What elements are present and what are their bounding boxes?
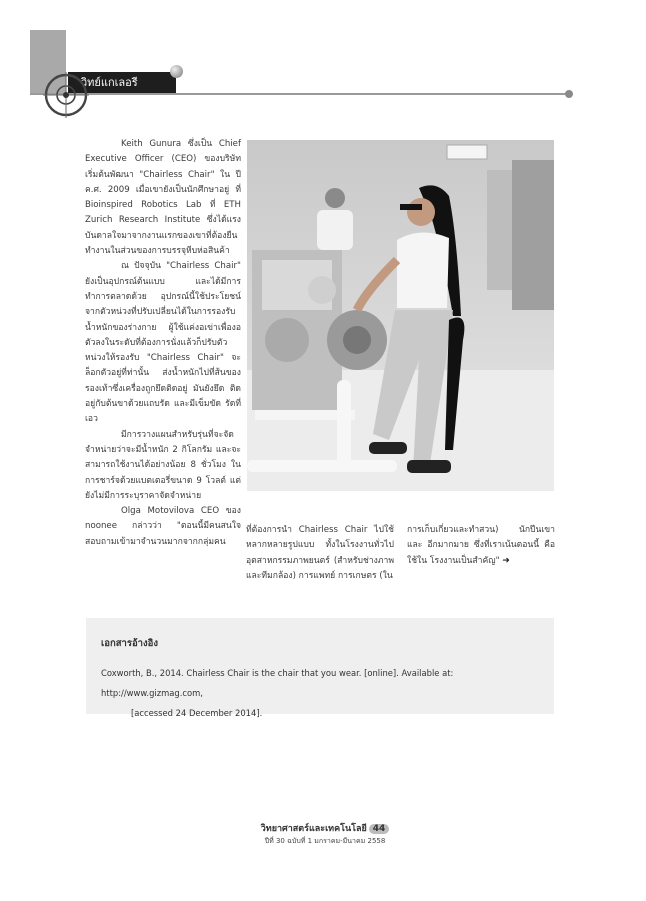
section-title: วิทย์แกเลอรี: [81, 76, 138, 89]
reference-line-1: Coxworth, B., 2014. Chairless Chair is the chair that you wear. [online]. Available at: http://www.gizmag.com,: [101, 668, 454, 698]
target-crosshair-icon: [43, 72, 89, 118]
paragraph-col2: ที่ต้องการนำ Chairless Chair ไปใช้ หลากหลายรูปแบบ ทั้งในโรงงานทั่วไป อุตสาหกรรมภาพยนตร์ (สำหรับช่างภาพ และทีมกล้อง) การแพทย์ การเกษตร (ใน: [246, 525, 394, 581]
paragraph-col3-text: การเก็บเกี่ยวและทำสวน) นักปีนเขา และ อีกมากมาย ซึ่งที่เราเน้นตอนนี้ คือ ใช้ใน โรงงานเป็นสำคัญ": [407, 525, 555, 566]
footer-magazine: [250, 821, 400, 835]
paragraph-col3: [407, 523, 555, 569]
reference-entry: [101, 663, 549, 723]
paragraph-2: ณ ปัจจุบัน "Chairless Chair" ยังเป็นอุปกรณ์ต้นแบบ และได้มีการ ทำการตลาดด้วย อุปกรณ์นี้ใช้ประโยชน์ จากตัวหน่วงที่ปรับเปลี่ยนได้ในการรองรับ น้ำหนักของร่างกาย ผู้ใช้แค่งอเข่าเพื่องอ ตัวลงในระดับที่ต้องการนั่งแล้วก็ปรับตัว หน่วงให้รองรับ "Chairless Chair" จะ ล็อกตัวอยู่ที่ท่านั้น ส่งน้ำหนักไปที่ส้นของ รองเท้าซึ่งเครื่องถูกยึดติดอยู่ มันยังยึด ติดอยู่กับต้นขาด้วยแถบรัด และมีเข็มขัด รัดที่เอว: [85, 261, 241, 425]
column-1: [85, 137, 241, 550]
header-rule: [30, 93, 570, 95]
reference-line-2: [accessed 24 December 2014].: [131, 708, 263, 718]
paragraph-1: Keith Gunura ซึ่งเป็น Chief Executive Officer (CEO) ของบริษัท เริ่มต้นพัฒนา "Chairless Chair" ใน ปี ค.ศ. 2009 เมื่อเขายังเป็นนักศึกษาอยู่ ที่ Bioinspired Robotics Lab ที่ ETH Zurich Research Institute ซึ่งได้แรง บันดาลใจมาจากงานแรกของเขาที่ต้องยืน ทำงานในส่วนของการบรรจุหีบห่อสินค้า: [85, 139, 241, 257]
column-2: [246, 523, 394, 584]
header-rule-end-dot: [565, 90, 573, 98]
page-number: 44: [369, 824, 390, 834]
magazine-name: วิทยาศาสตร์และเทคโนโลยี: [260, 824, 367, 834]
header-ball-icon: [170, 65, 183, 78]
paragraph-4: Olga Motovilova CEO ของ noonee กล่าวว่า "ตอนนี้มีคนสนใจ สอบถามเข้ามาจำนวนมากจากกลุ่มคน: [85, 506, 241, 547]
chairless-chair-photo: [247, 140, 554, 491]
column-3: [407, 523, 555, 569]
end-mark-icon: ➜: [502, 555, 510, 566]
footer-issue: ปีที่ 30 ฉบับที่ 1 มกราคม-มีนาคม 2558: [264, 837, 386, 845]
paragraph-3: มีการวางแผนสำหรับรุ่นที่จะจัด จำหน่ายว่าจะมีน้ำหนัก 2 กิโลกรัม และจะ สามารถใช้งานได้อย่างน้อย 8 ชั่วโมง ใน การชาร์จด้วยแบตเตอรี่ขนาด 9 โวลต์ แต่ ยังไม่มีการระบุราคาจัดจำหน่าย: [85, 429, 241, 501]
references-title: เอกสารอ้างอิง: [101, 638, 158, 649]
